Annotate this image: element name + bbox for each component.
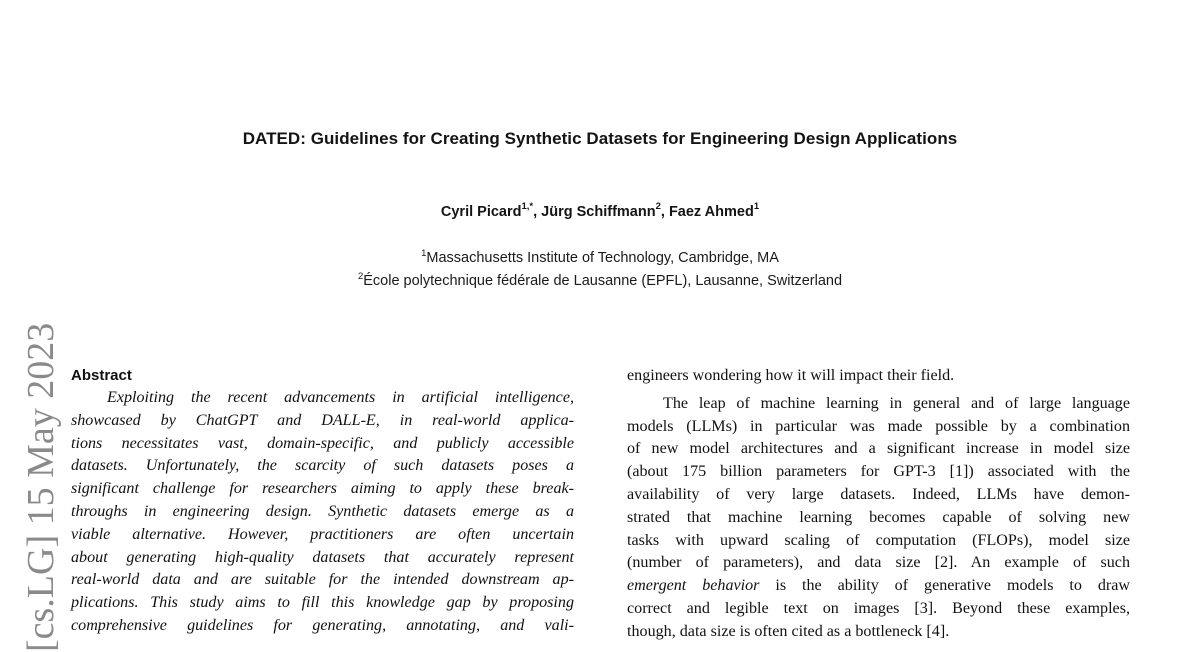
affiliation-mark: 1 — [421, 248, 427, 259]
abstract-line: real-world data and are suitable for the intended downstream ap- — [71, 571, 574, 589]
body-line — [627, 575, 1130, 598]
body-line: of new model architectures and a significant increase in model size — [627, 440, 1130, 458]
affiliation — [0, 271, 1200, 289]
body-line: engineers wondering how it will impact their field. — [627, 367, 955, 384]
author-list: Cyril Picard$^{1,*}$, Jürg Schiffmann$^2$, Faez Ahmed$^1$ — [440, 201, 760, 220]
abstract-line: viable alternative. However, practitioners are often uncertain — [71, 525, 574, 543]
right-column — [627, 365, 1130, 644]
body-line: tasks with upward scaling of computation (FLOPs), model size — [627, 531, 1130, 549]
abstract-line: Exploiting the recent advancements in artificial intelligence, — [107, 389, 574, 406]
abstract-line: datasets. Unfortunately, the scarcity of such datasets poses a — [71, 457, 574, 475]
body-line: (about 175 billion parameters for GPT-3 [1]) associated with the — [627, 463, 1130, 481]
intro-continuation — [627, 365, 1130, 388]
abstract-line: throughs in engineering design. Synthetic datasets emerge as a — [71, 502, 574, 520]
author-affil-mark: 1,* — [521, 201, 534, 212]
abstract-line: tions necessitates vast, domain-specific, and publicly accessible — [71, 434, 574, 452]
abstract-line: plications. This study aims to fill this knowledge gap by proposing — [71, 594, 574, 612]
intro-paragraph — [627, 393, 1130, 644]
affiliation-text: Massachusetts Institute of Technology, Cambridge, MA — [426, 249, 779, 266]
body-line: correct and legible text on images [3]. Beyond these examples, — [627, 599, 1130, 617]
affiliation-mark: 2 — [357, 271, 364, 282]
body-line: (number of parameters), and data size [2]. An example of such — [627, 554, 1130, 572]
body-line: availability of very large datasets. Indeed, LLMs have demon- — [627, 485, 1130, 503]
author-name: Jürg Schiffmann — [541, 203, 656, 220]
abstract-heading: Abstract — [71, 367, 132, 384]
body-text: is the ability of generative models to draw — [759, 577, 1131, 595]
abstract-line: showcased by ChatGPT and DALL-E, in real-world applica- — [71, 411, 574, 429]
abstract-line: significant challenge for researchers aiming to apply these break- — [71, 480, 574, 498]
author-name: Faez Ahmed — [668, 203, 754, 220]
arxiv-watermark — [20, 319, 62, 652]
author-affil-mark: 2 — [655, 201, 661, 212]
affiliation — [0, 248, 1200, 266]
emphasis-term: emergent behavior — [627, 577, 760, 595]
abstract-line: about generating high-quality datasets that accurately represent — [71, 548, 574, 566]
author-name: Cyril Picard — [440, 203, 522, 220]
left-column — [71, 365, 574, 638]
abstract-line: comprehensive guidelines for generating, annotating, and vali- — [71, 616, 574, 634]
affiliation-text: École polytechnique fédérale de Lausanne (EPFL), Lausanne, Switzerland — [363, 272, 843, 289]
body-line: The leap of machine learning in general and of large language — [663, 394, 1130, 412]
body-line: strated that machine learning becomes capable of solving new — [627, 508, 1130, 526]
abstract-body — [71, 387, 574, 638]
paper-title: DATED: Guidelines for Creating Synthetic Datasets for Engineering Design Applications — [242, 129, 958, 148]
author-affil-mark: 1 — [753, 201, 760, 212]
body-line: models (LLMs) in particular was made possible by a combination — [627, 417, 1130, 435]
body-line: though, data size is often cited as a bottleneck [4]. — [627, 622, 950, 640]
arxiv-watermark-text: [cs.LG] 15 May 2023 — [20, 322, 62, 652]
